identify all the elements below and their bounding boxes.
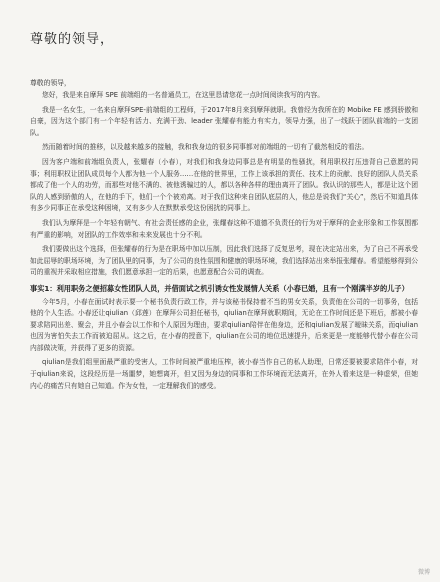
salutation: 尊敬的领导，: [30, 79, 71, 87]
paragraph: 然而随着时间的推移，以及越来越多的接触，我和我身边的很多同事都对前端组的一切有了截然相反的看法。: [42, 143, 369, 152]
paragraph: 您好，我是来自摩拜 SPE 前端组的一名普通员工，在这里恳请您花一点时间阅读我写的内容。: [42, 91, 325, 99]
section-heading: 事实1：利用职务之便招募女性团队人员，并借面试之机引诱女性发展情人关系（小春已婚，且有一个刚满半岁的儿子）: [30, 283, 409, 293]
paragraph: 我们要做出这个选择，但张耀春的行为是在职场中加以压制，因此我们选择了反复思考，现在决定站出来，为了自己不再承受如此屈辱的职场环境，为了团队里的同事，为了公司的良性氛围和健康的职场环境，我们选择站出来举报张耀春。希望能够得到公司的重视并采取相应措施，我们愿意承担一定的后果，也愿意配合公司的调查。: [30, 245, 418, 277]
paragraph: 今年5月，小春在面试时表示要一个秘书负责行政工作，并与该秘书保持着不当的男女关系，负责他在公司的一切事务，包括他的个人生活。小春还让qiulian（邱莲）在摩拜公司担任秘书，qiulian在摩拜就职期间，无论在工作时间还是下班后，都被小春要求陪同出差、聚会，并且小春会以工作和个人原因为理由，要求qiulian陪伴在他身边，还和qiulian发展了暧昧关系，而qiulian也因为害怕失去工作而被迫屈从。这之后，在小春的授意下，qiulian在公司的地位迅速提升，后来更是一度能够代替小春在公司内部做决策，并获得了更多的资源。: [30, 297, 418, 352]
paragraph: 我们认为摩拜是一个年轻有朝气、有社会责任感的企业，张耀春这种不道德不负责任的行为对于摩拜的企业形象和工作氛围都有严重的影响，对团队的工作效率和未来发展也十分不利。: [30, 218, 418, 239]
paragraph: 我是一名女生，一名来自摩拜SPE-前端组的工程师，于2017年8月来到摩拜就职。我曾经为我所在的 Mobike FE 感到骄傲和自豪，因为这个部门有一个年轻有活力、充满干劲、leader 张耀春有能力有实力，领导力强，出了一线跃于团队前端的一支团队。: [30, 105, 418, 137]
watermark-text: 微博: [417, 569, 430, 576]
paragraph: qiulian是我们组里面最严重的受害人，工作时间被严重地压榨，被小春当作自己的私人助理，日常还要被要求陪伴小春，对于qiulian来说，这段经历是一场噩梦，她想离开，但又因为身边的同事和工作环境而无法离开，在外人看来这是一种虚荣，但她内心的痛苦只有她自己知道。作为女性，一定理解我们的感受。: [30, 358, 418, 390]
document-title: 尊敬的领导，: [30, 32, 115, 47]
paragraph: 因为客户端和前端组负责人，张耀春（小春），对我们和我身边同事总是有明显的性骚扰，利用职权打压违背自己意愿的同事；利用职权让团队成员每个人都为他一个人服务……在他的世界里，工作上该承担的责任、技术上的贡献、良好的团队人员关系都成了他一个人的功劳，而那些对他不满的、被他诱骗过的人，都以各种各样的理由离开了团队。我认识的那些人，都是让这个团队的人感到骄傲的人，在他的手下，他们一个个被劝离。对于我们这种来自团队底层的人，他总是说我们“关心”，然后不知道具体有多少同事正在承受这种困境，又有多少人在默默承受这份困扰的同事上。: [30, 157, 418, 213]
